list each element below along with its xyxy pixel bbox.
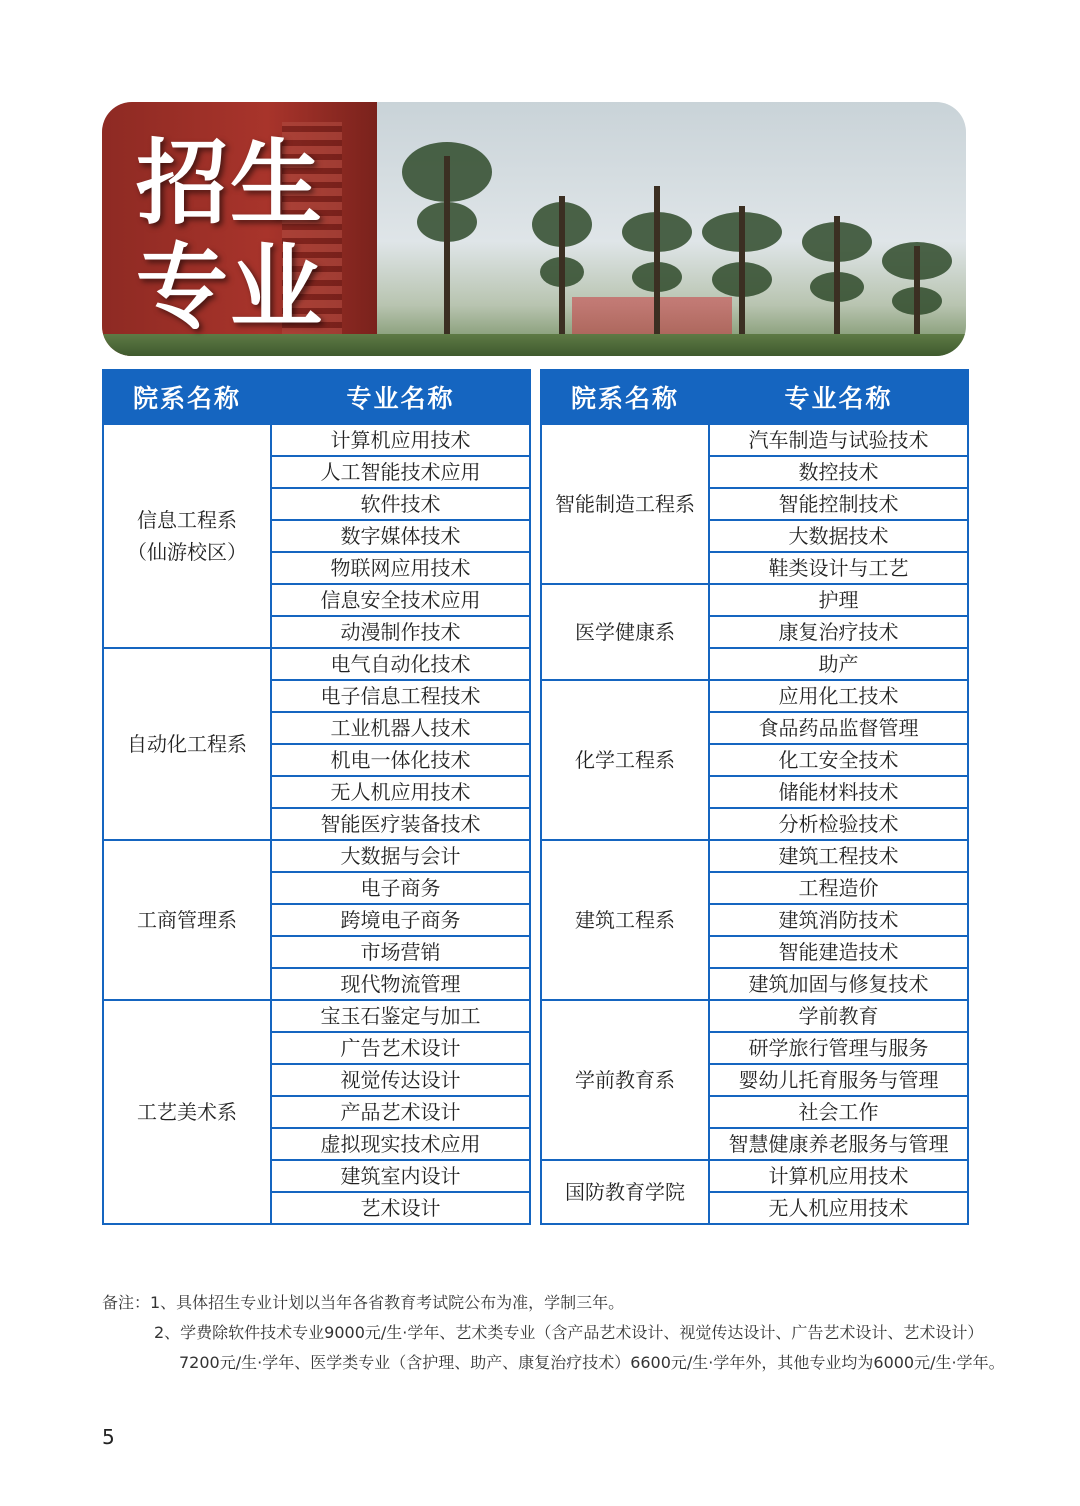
major-cell: 信息安全技术应用 <box>271 584 530 616</box>
table-row <box>541 584 968 616</box>
major-cell: 动漫制作技术 <box>271 616 530 648</box>
header-dept: 院系名称 <box>103 370 271 424</box>
banner-photo <box>102 102 966 356</box>
major-cell: 物联网应用技术 <box>271 552 530 584</box>
major-cell: 社会工作 <box>709 1096 968 1128</box>
major-cell: 数控技术 <box>709 456 968 488</box>
major-cell: 助产 <box>709 648 968 680</box>
major-cell: 产品艺术设计 <box>271 1096 530 1128</box>
major-cell: 人工智能技术应用 <box>271 456 530 488</box>
major-cell: 市场营销 <box>271 936 530 968</box>
major-cell: 智能控制技术 <box>709 488 968 520</box>
major-cell: 计算机应用技术 <box>271 424 530 456</box>
table-row <box>103 648 530 680</box>
major-cell: 艺术设计 <box>271 1192 530 1224</box>
table-row <box>541 680 968 712</box>
table-row <box>103 1000 530 1032</box>
tree <box>402 132 492 356</box>
major-cell: 软件技术 <box>271 488 530 520</box>
tree <box>802 182 872 356</box>
major-cell: 婴幼儿托育服务与管理 <box>709 1064 968 1096</box>
major-cell: 视觉传达设计 <box>271 1064 530 1096</box>
dept-cell: 国防教育学院 <box>541 1160 709 1224</box>
major-cell: 跨境电子商务 <box>271 904 530 936</box>
notes <box>102 1288 1052 1378</box>
major-cell: 计算机应用技术 <box>709 1160 968 1192</box>
table-row <box>541 1160 968 1192</box>
dept-cell: 工商管理系 <box>103 840 271 1000</box>
note-line-2: 2、学费除软件技术专业9000元/生·学年、艺术类专业（含产品艺术设计、视觉传达设计、广告艺术设计、艺术设计） <box>154 1323 984 1342</box>
major-cell: 大数据与会计 <box>271 840 530 872</box>
major-cell: 工程造价 <box>709 872 968 904</box>
table-row <box>541 424 968 456</box>
major-cell: 康复治疗技术 <box>709 616 968 648</box>
major-cell: 食品药品监督管理 <box>709 712 968 744</box>
tree <box>702 172 782 356</box>
major-cell: 建筑工程技术 <box>709 840 968 872</box>
major-cell: 电子信息工程技术 <box>271 680 530 712</box>
dept-cell: 医学健康系 <box>541 584 709 680</box>
dept-cell: 化学工程系 <box>541 680 709 840</box>
table-row <box>103 840 530 872</box>
majors-table-right <box>540 369 969 1225</box>
header-dept: 院系名称 <box>541 370 709 424</box>
major-cell: 工业机器人技术 <box>271 712 530 744</box>
major-cell: 智能建造技术 <box>709 936 968 968</box>
major-cell: 应用化工技术 <box>709 680 968 712</box>
major-cell: 化工安全技术 <box>709 744 968 776</box>
major-cell: 建筑加固与修复技术 <box>709 968 968 1000</box>
dept-cell: 建筑工程系 <box>541 840 709 1000</box>
major-cell: 电子商务 <box>271 872 530 904</box>
major-cell: 汽车制造与试验技术 <box>709 424 968 456</box>
dept-cell: 工艺美术系 <box>103 1000 271 1224</box>
major-cell: 护理 <box>709 584 968 616</box>
major-cell: 无人机应用技术 <box>709 1192 968 1224</box>
table-row <box>103 424 530 456</box>
dept-cell: 学前教育系 <box>541 1000 709 1160</box>
major-cell: 研学旅行管理与服务 <box>709 1032 968 1064</box>
banner-title-line2: 专业 <box>136 234 325 341</box>
major-cell: 广告艺术设计 <box>271 1032 530 1064</box>
note-line-1: 备注：1、具体招生专业计划以当年各省教育考试院公布为准，学制三年。 <box>102 1293 625 1312</box>
note-line-3: 7200元/生·学年、医学类专业（含护理、助产、康复治疗技术）6600元/生·学年外，其他专业均为6000元/生·学年。 <box>179 1353 1005 1372</box>
tree <box>532 162 592 356</box>
major-cell: 电气自动化技术 <box>271 648 530 680</box>
major-cell: 智慧健康养老服务与管理 <box>709 1128 968 1160</box>
major-cell: 储能材料技术 <box>709 776 968 808</box>
major-cell: 学前教育 <box>709 1000 968 1032</box>
page-number: 5 <box>102 1425 115 1449</box>
header-major: 专业名称 <box>271 370 530 424</box>
majors-table-left <box>102 369 531 1225</box>
dept-cell: 智能制造工程系 <box>541 424 709 584</box>
major-cell: 现代物流管理 <box>271 968 530 1000</box>
table-row <box>541 1000 968 1032</box>
dept-cell: 自动化工程系 <box>103 648 271 840</box>
major-cell: 虚拟现实技术应用 <box>271 1128 530 1160</box>
tree <box>622 142 692 356</box>
major-cell: 分析检验技术 <box>709 808 968 840</box>
banner-title-line1: 招生 <box>136 130 325 237</box>
major-cell: 宝玉石鉴定与加工 <box>271 1000 530 1032</box>
major-cell: 大数据技术 <box>709 520 968 552</box>
major-cell: 鞋类设计与工艺 <box>709 552 968 584</box>
table-row <box>541 840 968 872</box>
major-cell: 建筑室内设计 <box>271 1160 530 1192</box>
banner-title <box>136 132 336 340</box>
major-cell: 智能医疗装备技术 <box>271 808 530 840</box>
major-cell: 无人机应用技术 <box>271 776 530 808</box>
major-cell: 机电一体化技术 <box>271 744 530 776</box>
dept-cell: 信息工程系 （仙游校区） <box>103 424 271 648</box>
major-cell: 数字媒体技术 <box>271 520 530 552</box>
header-major: 专业名称 <box>709 370 968 424</box>
major-cell: 建筑消防技术 <box>709 904 968 936</box>
